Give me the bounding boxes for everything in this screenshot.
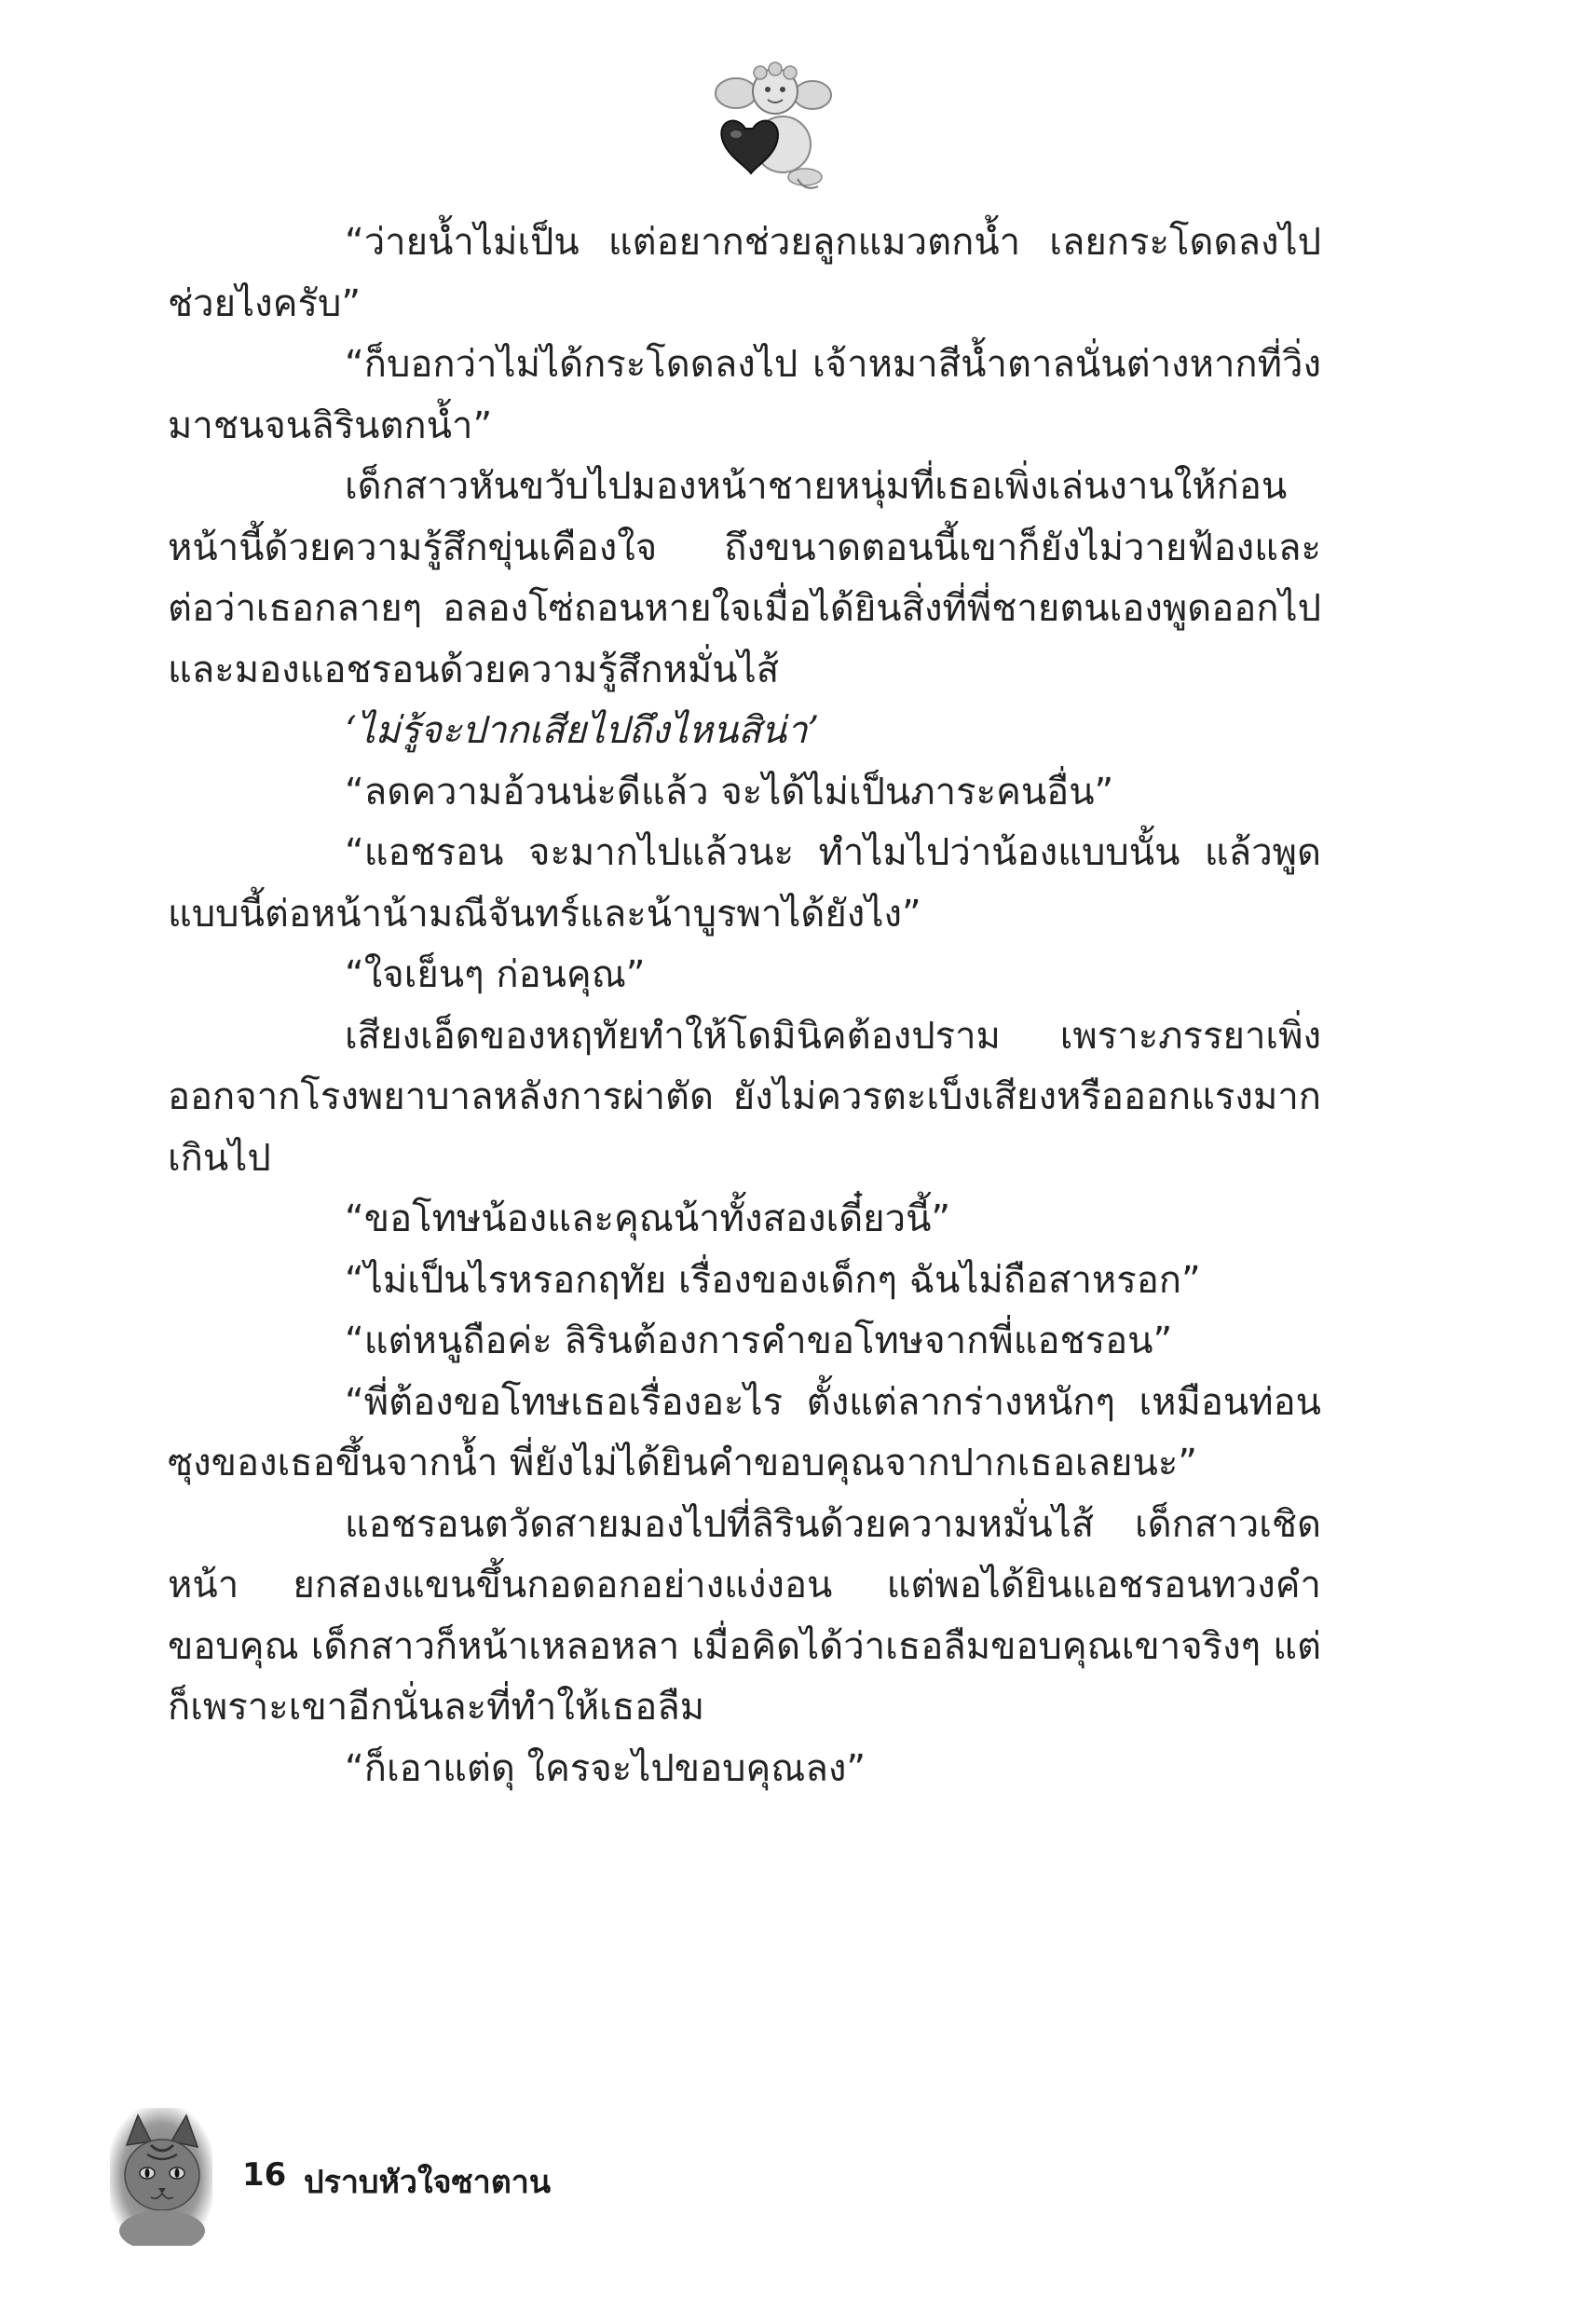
paragraph: “ก็บอกว่าไม่ได้กระโดดลงไป เจ้าหมาสีน้ำตาลนั่นต่างหากที่วิ่งมาชนจนลิรินตกน้ำ”	[168, 343, 1321, 447]
page-number: 16	[242, 2156, 287, 2194]
paragraph: เสียงเอ็ดของหฤทัยทำให้โดมินิคต้องปราม เพราะภรรยาเพิ่งออกจากโรงพยาบาลหลังการผ่าตัด ยังไม่ควรตะเบ็งเสียงหรือออกแรงมากเกินไป	[168, 1014, 1321, 1180]
cherub-ornament	[708, 56, 839, 196]
paragraph: “ใจเย็นๆ ก่อนคุณ”	[345, 953, 646, 996]
paragraph: “ไม่เป็นไรหรอกฤทัย เรื่องของเด็กๆ ฉันไม่ถือสาหรอก”	[345, 1258, 1201, 1302]
paragraph: แอชรอนตวัดสายมองไปที่ลิรินด้วยความหมั่นไส้ เด็กสาวเชิดหน้า ยกสองแขนขึ้นกอดอกอย่างแง่งอน แต่พอได้ยินแอชรอนทวงคำขอบคุณ เด็กสาวก็หน้าเหลอหลา เมื่อคิดได้ว่าเธอลืมขอบคุณเขาจริงๆ แต่ก็เพราะเขาอีกนั่นละที่ทำให้เธอลืม	[168, 1502, 1321, 1729]
paragraph: “แต่หนูถือค่ะ ลิรินต้องการคำขอโทษจากพี่แอชรอน”	[345, 1320, 1173, 1362]
paragraph-thought: ‘ไม่รู้จะปากเสียไปถึงไหนสิน่า’	[345, 709, 820, 752]
paragraph: “ก็เอาแต่ดุ ใครจะไปขอบคุณลง”	[345, 1746, 866, 1790]
paragraph: “ว่ายน้ำไม่เป็น แต่อยากช่วยลูกแมวตกน้ำ เลยกระโดดลงไปช่วยไงครับ”	[168, 221, 1321, 325]
book-title: ปราบหัวใจซาตาน	[304, 2164, 552, 2201]
paragraph: “พี่ต้องขอโทษเธอเรื่องอะไร ตั้งแต่ลากร่างหนักๆ เหมือนท่อนซุงของเธอขึ้นจากน้ำ พี่ยังไม่ได้ยินคำขอบคุณจากปากเธอเลยนะ”	[168, 1380, 1321, 1484]
cat-photo-icon	[110, 2108, 212, 2246]
paragraph: “แอชรอน จะมากไปแล้วนะ ทำไมไปว่าน้องแบบนั้น แล้วพูดแบบนี้ต่อหน้าน้ามณีจันทร์และน้าบูรพาได้ยังไง”	[168, 831, 1321, 936]
page-footer	[110, 2108, 762, 2248]
cherub-with-heart-icon	[708, 56, 839, 196]
paragraph: “ขอโทษน้องและคุณน้าทั้งสองเดี๋ยวนี้”	[345, 1197, 951, 1240]
cat-image	[110, 2108, 212, 2246]
paragraph: “ลดความอ้วนน่ะดีแล้ว จะได้ไม่เป็นภาระคนอื่น”	[345, 770, 1114, 814]
paragraph: เด็กสาวหันขวับไปมองหน้าชายหนุ่มที่เธอเพิ่งเล่นงานให้ก่อนหน้านี้ด้วยความรู้สึกขุ่นเคืองใจ ถึงขนาดตอนนี้เขาก็ยังไม่วายฟ้องและต่อว่าเธอกลายๆ อลองโซ่ถอนหายใจเมื่อได้ยินสิ่งที่พี่ชายตนเองพูดออกไป และมองแอชรอนด้วยความรู้สึกหมั่นไส้	[168, 465, 1321, 691]
body-text	[168, 212, 1321, 1799]
